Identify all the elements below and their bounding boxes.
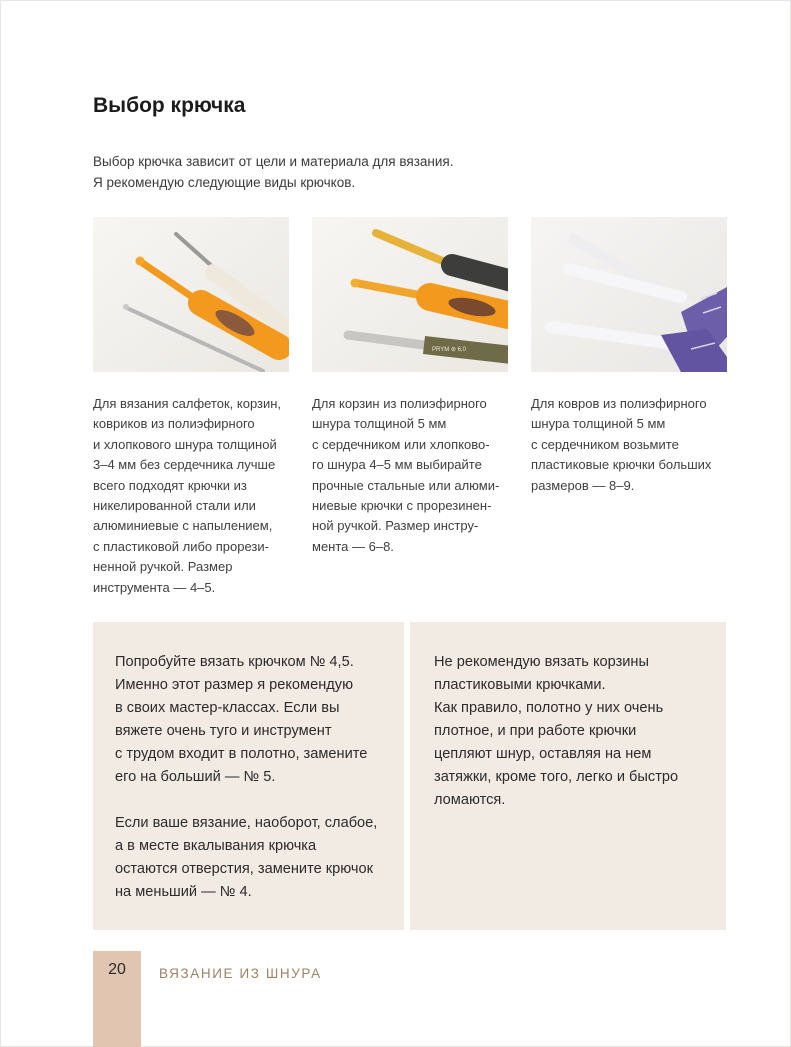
- caption-line: прочные стальные или алюми-: [312, 477, 500, 493]
- intro-text: [93, 151, 563, 193]
- intro-line: Выбор крючка зависит от цели и материала для вязания.: [93, 154, 454, 169]
- intro-line: Я рекомендую следующие виды крючков.: [93, 175, 356, 190]
- aluminum-hooks-rubber-handle-photo: [312, 217, 508, 372]
- tip-line: с трудом входит в полотно, замените: [115, 746, 368, 762]
- tip-line: на меньший — № 4.: [115, 884, 252, 900]
- caption-metal-hooks: [93, 394, 293, 598]
- caption-aluminum-hooks: [312, 394, 512, 557]
- tip-text: [434, 651, 719, 812]
- tip-line: Как правило, полотно у них очень: [434, 700, 664, 716]
- metal-and-orange-crochet-hooks-photo: [93, 217, 289, 372]
- caption-plastic-hooks: [531, 394, 731, 496]
- tip-line: цепляют шнур, оставляя на нем: [434, 746, 652, 762]
- caption-line: ненной ручкой. Размер: [93, 559, 233, 575]
- tip-line: ломаются.: [434, 792, 506, 808]
- caption-line: и хлопкового шнура толщиной: [93, 436, 277, 452]
- tip-line: Попробуйте вязать крючком № 4,5.: [115, 654, 354, 670]
- tip-line: пластиковыми крючками.: [434, 677, 606, 693]
- caption-line: с сердечником или хлопково-: [312, 436, 490, 452]
- caption-line: шнура толщиной 5 мм: [531, 416, 666, 432]
- caption-line: инструмента — 4–5.: [93, 579, 216, 595]
- caption-line: Для вязания салфеток, корзин,: [93, 396, 282, 411]
- tip-line: а в месте вкалывания крючка: [115, 838, 317, 854]
- tip-line: его на больший — № 5.: [115, 769, 276, 785]
- tip-line: плотное, и при работе крючки: [434, 723, 637, 739]
- caption-line: мента — 6–8.: [312, 538, 394, 554]
- tip-text: [115, 651, 400, 904]
- caption-line: Для корзин из полиэфирного: [312, 396, 487, 411]
- caption-line: ковриков из полиэфирного: [93, 416, 255, 432]
- caption-line: ной ручкой. Размер инстру-: [312, 518, 479, 534]
- hook-brand-label: PRYM ⊛ 6,0: [432, 347, 466, 353]
- plastic-crochet-hooks-photo: [531, 217, 727, 372]
- caption-line: всего подходят крючки из: [93, 477, 247, 493]
- caption-line: размеров — 8–9.: [531, 477, 635, 493]
- tip-line: вяжете очень туго и инструмент: [115, 723, 332, 739]
- plastic-crochet-hooks-photo-image: [531, 217, 727, 372]
- metal-and-orange-crochet-hooks-photo-image: [93, 217, 289, 372]
- tip-box-hook-size: [93, 622, 404, 930]
- tip-paragraph: [434, 651, 719, 812]
- caption-line: алюминиевые с напылением,: [93, 518, 273, 534]
- caption-line: ниевые крючки с прорезинен-: [312, 498, 492, 514]
- tip-line: в своих мастер-классах. Если вы: [115, 700, 340, 716]
- caption-line: пластиковые крючки больших: [531, 457, 712, 473]
- caption-line: Для ковров из полиэфирного: [531, 396, 707, 411]
- tip-line: Не рекомендую вязать корзины: [434, 654, 649, 670]
- aluminum-hooks-rubber-handle-photo-image: [312, 217, 508, 372]
- page-title: Выбор крючка: [93, 94, 246, 117]
- page-number-tab: [93, 951, 141, 1047]
- tip-paragraph: [115, 812, 400, 904]
- caption-line: 3–4 мм без сердечника лучше: [93, 457, 276, 473]
- caption-line: с пластиковой либо прорези-: [93, 538, 269, 554]
- tip-line: Именно этот размер я рекомендую: [115, 677, 354, 693]
- tip-line: остаются отверстия, замените крючок: [115, 861, 373, 877]
- caption-line: го шнура 4–5 мм выбирайте: [312, 457, 482, 473]
- tip-box-plastic-hooks: [410, 622, 726, 930]
- page-number: 20: [108, 961, 126, 978]
- caption-line: никелированной стали или: [93, 498, 256, 514]
- tip-line: Если ваше вязание, наоборот, слабое,: [115, 815, 378, 831]
- tip-paragraph: [115, 651, 400, 789]
- caption-line: с сердечником возьмите: [531, 436, 679, 452]
- section-name: ВЯЗАНИЕ ИЗ ШНУРА: [159, 966, 322, 981]
- tip-line: затяжки, кроме того, легко и быстро: [434, 769, 679, 785]
- caption-line: шнура толщиной 5 мм: [312, 416, 447, 432]
